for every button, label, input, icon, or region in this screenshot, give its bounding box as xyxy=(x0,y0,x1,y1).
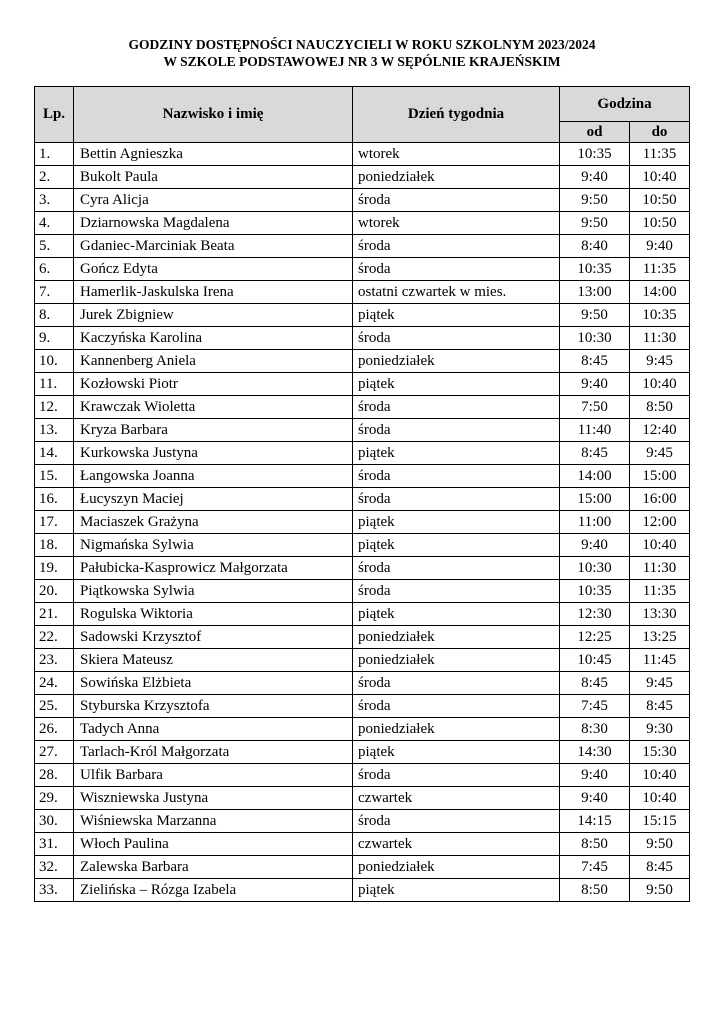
table-row xyxy=(35,442,690,465)
time-from: 14:30 xyxy=(560,741,630,764)
time-from: 8:45 xyxy=(560,672,630,695)
time-to: 9:45 xyxy=(630,442,690,465)
table-row xyxy=(35,189,690,212)
time-from: 8:30 xyxy=(560,718,630,741)
time-to: 11:45 xyxy=(630,649,690,672)
teacher-name: Zielińska – Rózga Izabela xyxy=(74,879,353,902)
weekday: poniedziałek xyxy=(353,626,560,649)
row-number: 17. xyxy=(35,511,74,534)
time-from: 8:50 xyxy=(560,833,630,856)
title-line-1: GODZINY DOSTĘPNOŚCI NAUCZYCIELI W ROKU SZKOLNYM 2023/2024 xyxy=(128,37,596,52)
row-number: 31. xyxy=(35,833,74,856)
table-row xyxy=(35,741,690,764)
table-row xyxy=(35,580,690,603)
time-to: 15:00 xyxy=(630,465,690,488)
row-number: 32. xyxy=(35,856,74,879)
time-to: 11:35 xyxy=(630,143,690,166)
row-number: 16. xyxy=(35,488,74,511)
weekday: środa xyxy=(353,235,560,258)
weekday: wtorek xyxy=(353,143,560,166)
time-from: 10:35 xyxy=(560,258,630,281)
weekday: środa xyxy=(353,764,560,787)
time-from: 8:45 xyxy=(560,350,630,373)
time-to: 9:50 xyxy=(630,833,690,856)
weekday: piątek xyxy=(353,534,560,557)
weekday: środa xyxy=(353,580,560,603)
time-to: 9:45 xyxy=(630,672,690,695)
header-day: Dzień tygodnia xyxy=(353,87,560,143)
row-number: 14. xyxy=(35,442,74,465)
time-to: 8:50 xyxy=(630,396,690,419)
table-row xyxy=(35,695,690,718)
row-number: 2. xyxy=(35,166,74,189)
teacher-name: Ulfik Barbara xyxy=(74,764,353,787)
table-row xyxy=(35,488,690,511)
table-row xyxy=(35,258,690,281)
row-number: 10. xyxy=(35,350,74,373)
table-row xyxy=(35,879,690,902)
document-title xyxy=(0,36,724,70)
weekday: środa xyxy=(353,465,560,488)
time-from: 8:40 xyxy=(560,235,630,258)
table-row xyxy=(35,511,690,534)
teacher-name: Krawczak Wioletta xyxy=(74,396,353,419)
teacher-name: Kannenberg Aniela xyxy=(74,350,353,373)
time-to: 9:45 xyxy=(630,350,690,373)
row-number: 30. xyxy=(35,810,74,833)
teacher-name: Włoch Paulina xyxy=(74,833,353,856)
time-from: 8:45 xyxy=(560,442,630,465)
teacher-name: Bukolt Paula xyxy=(74,166,353,189)
time-from: 12:30 xyxy=(560,603,630,626)
weekday: środa xyxy=(353,488,560,511)
time-to: 13:25 xyxy=(630,626,690,649)
time-from: 10:45 xyxy=(560,649,630,672)
table-row xyxy=(35,833,690,856)
weekday: piątek xyxy=(353,879,560,902)
table-row xyxy=(35,235,690,258)
time-to: 12:00 xyxy=(630,511,690,534)
table-row xyxy=(35,465,690,488)
time-from: 8:50 xyxy=(560,879,630,902)
time-to: 10:40 xyxy=(630,764,690,787)
row-number: 6. xyxy=(35,258,74,281)
teacher-name: Piątkowska Sylwia xyxy=(74,580,353,603)
time-from: 10:30 xyxy=(560,557,630,580)
weekday: piątek xyxy=(353,373,560,396)
time-to: 8:45 xyxy=(630,695,690,718)
row-number: 22. xyxy=(35,626,74,649)
table-row xyxy=(35,281,690,304)
weekday: czwartek xyxy=(353,833,560,856)
teacher-name: Sowińska Elżbieta xyxy=(74,672,353,695)
teacher-name: Wiśniewska Marzanna xyxy=(74,810,353,833)
time-to: 9:30 xyxy=(630,718,690,741)
table-row xyxy=(35,143,690,166)
teacher-name: Kryza Barbara xyxy=(74,419,353,442)
table-row xyxy=(35,764,690,787)
teacher-name: Kozłowski Piotr xyxy=(74,373,353,396)
time-from: 10:30 xyxy=(560,327,630,350)
table-body xyxy=(35,143,690,902)
teacher-name: Dziarnowska Magdalena xyxy=(74,212,353,235)
time-from: 12:25 xyxy=(560,626,630,649)
row-number: 4. xyxy=(35,212,74,235)
time-to: 10:35 xyxy=(630,304,690,327)
teacher-name: Styburska Krzysztofa xyxy=(74,695,353,718)
row-number: 3. xyxy=(35,189,74,212)
row-number: 18. xyxy=(35,534,74,557)
time-to: 12:40 xyxy=(630,419,690,442)
time-to: 8:45 xyxy=(630,856,690,879)
table-row xyxy=(35,396,690,419)
row-number: 28. xyxy=(35,764,74,787)
teacher-name: Łucyszyn Maciej xyxy=(74,488,353,511)
time-from: 14:15 xyxy=(560,810,630,833)
row-number: 19. xyxy=(35,557,74,580)
time-from: 9:40 xyxy=(560,764,630,787)
row-number: 8. xyxy=(35,304,74,327)
row-number: 12. xyxy=(35,396,74,419)
teacher-name: Wiszniewska Justyna xyxy=(74,787,353,810)
time-from: 14:00 xyxy=(560,465,630,488)
teacher-name: Hamerlik-Jaskulska Irena xyxy=(74,281,353,304)
time-to: 15:15 xyxy=(630,810,690,833)
time-from: 11:00 xyxy=(560,511,630,534)
header-from: od xyxy=(560,122,630,143)
table-header xyxy=(35,87,690,143)
table-row xyxy=(35,856,690,879)
teacher-name: Zalewska Barbara xyxy=(74,856,353,879)
teacher-name: Bettin Agnieszka xyxy=(74,143,353,166)
time-to: 16:00 xyxy=(630,488,690,511)
table-row xyxy=(35,327,690,350)
time-from: 10:35 xyxy=(560,143,630,166)
table-row xyxy=(35,649,690,672)
time-to: 10:50 xyxy=(630,189,690,212)
teacher-name: Pałubicka-Kasprowicz Małgorzata xyxy=(74,557,353,580)
table-row xyxy=(35,534,690,557)
weekday: środa xyxy=(353,189,560,212)
time-from: 11:40 xyxy=(560,419,630,442)
row-number: 23. xyxy=(35,649,74,672)
header-name: Nazwisko i imię xyxy=(74,87,353,143)
time-from: 9:50 xyxy=(560,304,630,327)
time-to: 15:30 xyxy=(630,741,690,764)
time-from: 7:50 xyxy=(560,396,630,419)
row-number: 27. xyxy=(35,741,74,764)
table-row xyxy=(35,787,690,810)
row-number: 24. xyxy=(35,672,74,695)
table-row xyxy=(35,557,690,580)
time-from: 7:45 xyxy=(560,856,630,879)
time-to: 9:40 xyxy=(630,235,690,258)
time-to: 10:50 xyxy=(630,212,690,235)
time-from: 9:40 xyxy=(560,534,630,557)
row-number: 7. xyxy=(35,281,74,304)
time-to: 10:40 xyxy=(630,166,690,189)
row-number: 20. xyxy=(35,580,74,603)
row-number: 1. xyxy=(35,143,74,166)
row-number: 33. xyxy=(35,879,74,902)
teacher-name: Sadowski Krzysztof xyxy=(74,626,353,649)
time-to: 11:30 xyxy=(630,327,690,350)
row-number: 11. xyxy=(35,373,74,396)
teacher-name: Gończ Edyta xyxy=(74,258,353,281)
teacher-name: Jurek Zbigniew xyxy=(74,304,353,327)
time-to: 9:50 xyxy=(630,879,690,902)
weekday: piątek xyxy=(353,741,560,764)
time-from: 9:50 xyxy=(560,212,630,235)
header-to: do xyxy=(630,122,690,143)
time-from: 9:40 xyxy=(560,373,630,396)
row-number: 29. xyxy=(35,787,74,810)
time-from: 7:45 xyxy=(560,695,630,718)
weekday: wtorek xyxy=(353,212,560,235)
weekday: środa xyxy=(353,327,560,350)
table-row xyxy=(35,373,690,396)
time-from: 9:40 xyxy=(560,166,630,189)
time-from: 9:40 xyxy=(560,787,630,810)
time-to: 11:35 xyxy=(630,580,690,603)
row-number: 13. xyxy=(35,419,74,442)
weekday: poniedziałek xyxy=(353,350,560,373)
time-to: 10:40 xyxy=(630,534,690,557)
teacher-name: Skiera Mateusz xyxy=(74,649,353,672)
teacher-name: Tarlach-Król Małgorzata xyxy=(74,741,353,764)
time-from: 15:00 xyxy=(560,488,630,511)
teacher-name: Maciaszek Grażyna xyxy=(74,511,353,534)
table-row xyxy=(35,166,690,189)
table-row xyxy=(35,212,690,235)
time-from: 13:00 xyxy=(560,281,630,304)
weekday: piątek xyxy=(353,304,560,327)
weekday: piątek xyxy=(353,511,560,534)
teacher-name: Kaczyńska Karolina xyxy=(74,327,353,350)
weekday: środa xyxy=(353,419,560,442)
teacher-name: Kurkowska Justyna xyxy=(74,442,353,465)
weekday: środa xyxy=(353,396,560,419)
weekday: środa xyxy=(353,258,560,281)
header-lp: Lp. xyxy=(35,87,74,143)
table-row xyxy=(35,626,690,649)
time-to: 13:30 xyxy=(630,603,690,626)
table-row xyxy=(35,603,690,626)
teacher-name: Rogulska Wiktoria xyxy=(74,603,353,626)
time-to: 14:00 xyxy=(630,281,690,304)
availability-table xyxy=(34,86,690,902)
table-row xyxy=(35,304,690,327)
table-row xyxy=(35,718,690,741)
weekday: środa xyxy=(353,557,560,580)
teacher-name: Nigmańska Sylwia xyxy=(74,534,353,557)
time-to: 11:30 xyxy=(630,557,690,580)
weekday: czwartek xyxy=(353,787,560,810)
time-to: 10:40 xyxy=(630,373,690,396)
time-to: 10:40 xyxy=(630,787,690,810)
table-row xyxy=(35,350,690,373)
teacher-name: Cyra Alicja xyxy=(74,189,353,212)
time-to: 11:35 xyxy=(630,258,690,281)
weekday: poniedziałek xyxy=(353,166,560,189)
weekday: ostatni czwartek w mies. xyxy=(353,281,560,304)
weekday: środa xyxy=(353,672,560,695)
teacher-name: Łangowska Joanna xyxy=(74,465,353,488)
row-number: 25. xyxy=(35,695,74,718)
time-from: 9:50 xyxy=(560,189,630,212)
title-line-2: W SZKOLE PODSTAWOWEJ NR 3 W SĘPÓLNIE KRAJEŃSKIM xyxy=(163,54,561,69)
table-row xyxy=(35,810,690,833)
row-number: 26. xyxy=(35,718,74,741)
weekday: poniedziałek xyxy=(353,718,560,741)
teacher-name: Gdaniec-Marciniak Beata xyxy=(74,235,353,258)
weekday: środa xyxy=(353,810,560,833)
weekday: poniedziałek xyxy=(353,856,560,879)
row-number: 15. xyxy=(35,465,74,488)
weekday: poniedziałek xyxy=(353,649,560,672)
row-number: 9. xyxy=(35,327,74,350)
table-row xyxy=(35,419,690,442)
row-number: 21. xyxy=(35,603,74,626)
weekday: piątek xyxy=(353,603,560,626)
header-hour: Godzina xyxy=(560,87,690,122)
teacher-name: Tadych Anna xyxy=(74,718,353,741)
table-row xyxy=(35,672,690,695)
time-from: 10:35 xyxy=(560,580,630,603)
weekday: piątek xyxy=(353,442,560,465)
row-number: 5. xyxy=(35,235,74,258)
weekday: środa xyxy=(353,695,560,718)
